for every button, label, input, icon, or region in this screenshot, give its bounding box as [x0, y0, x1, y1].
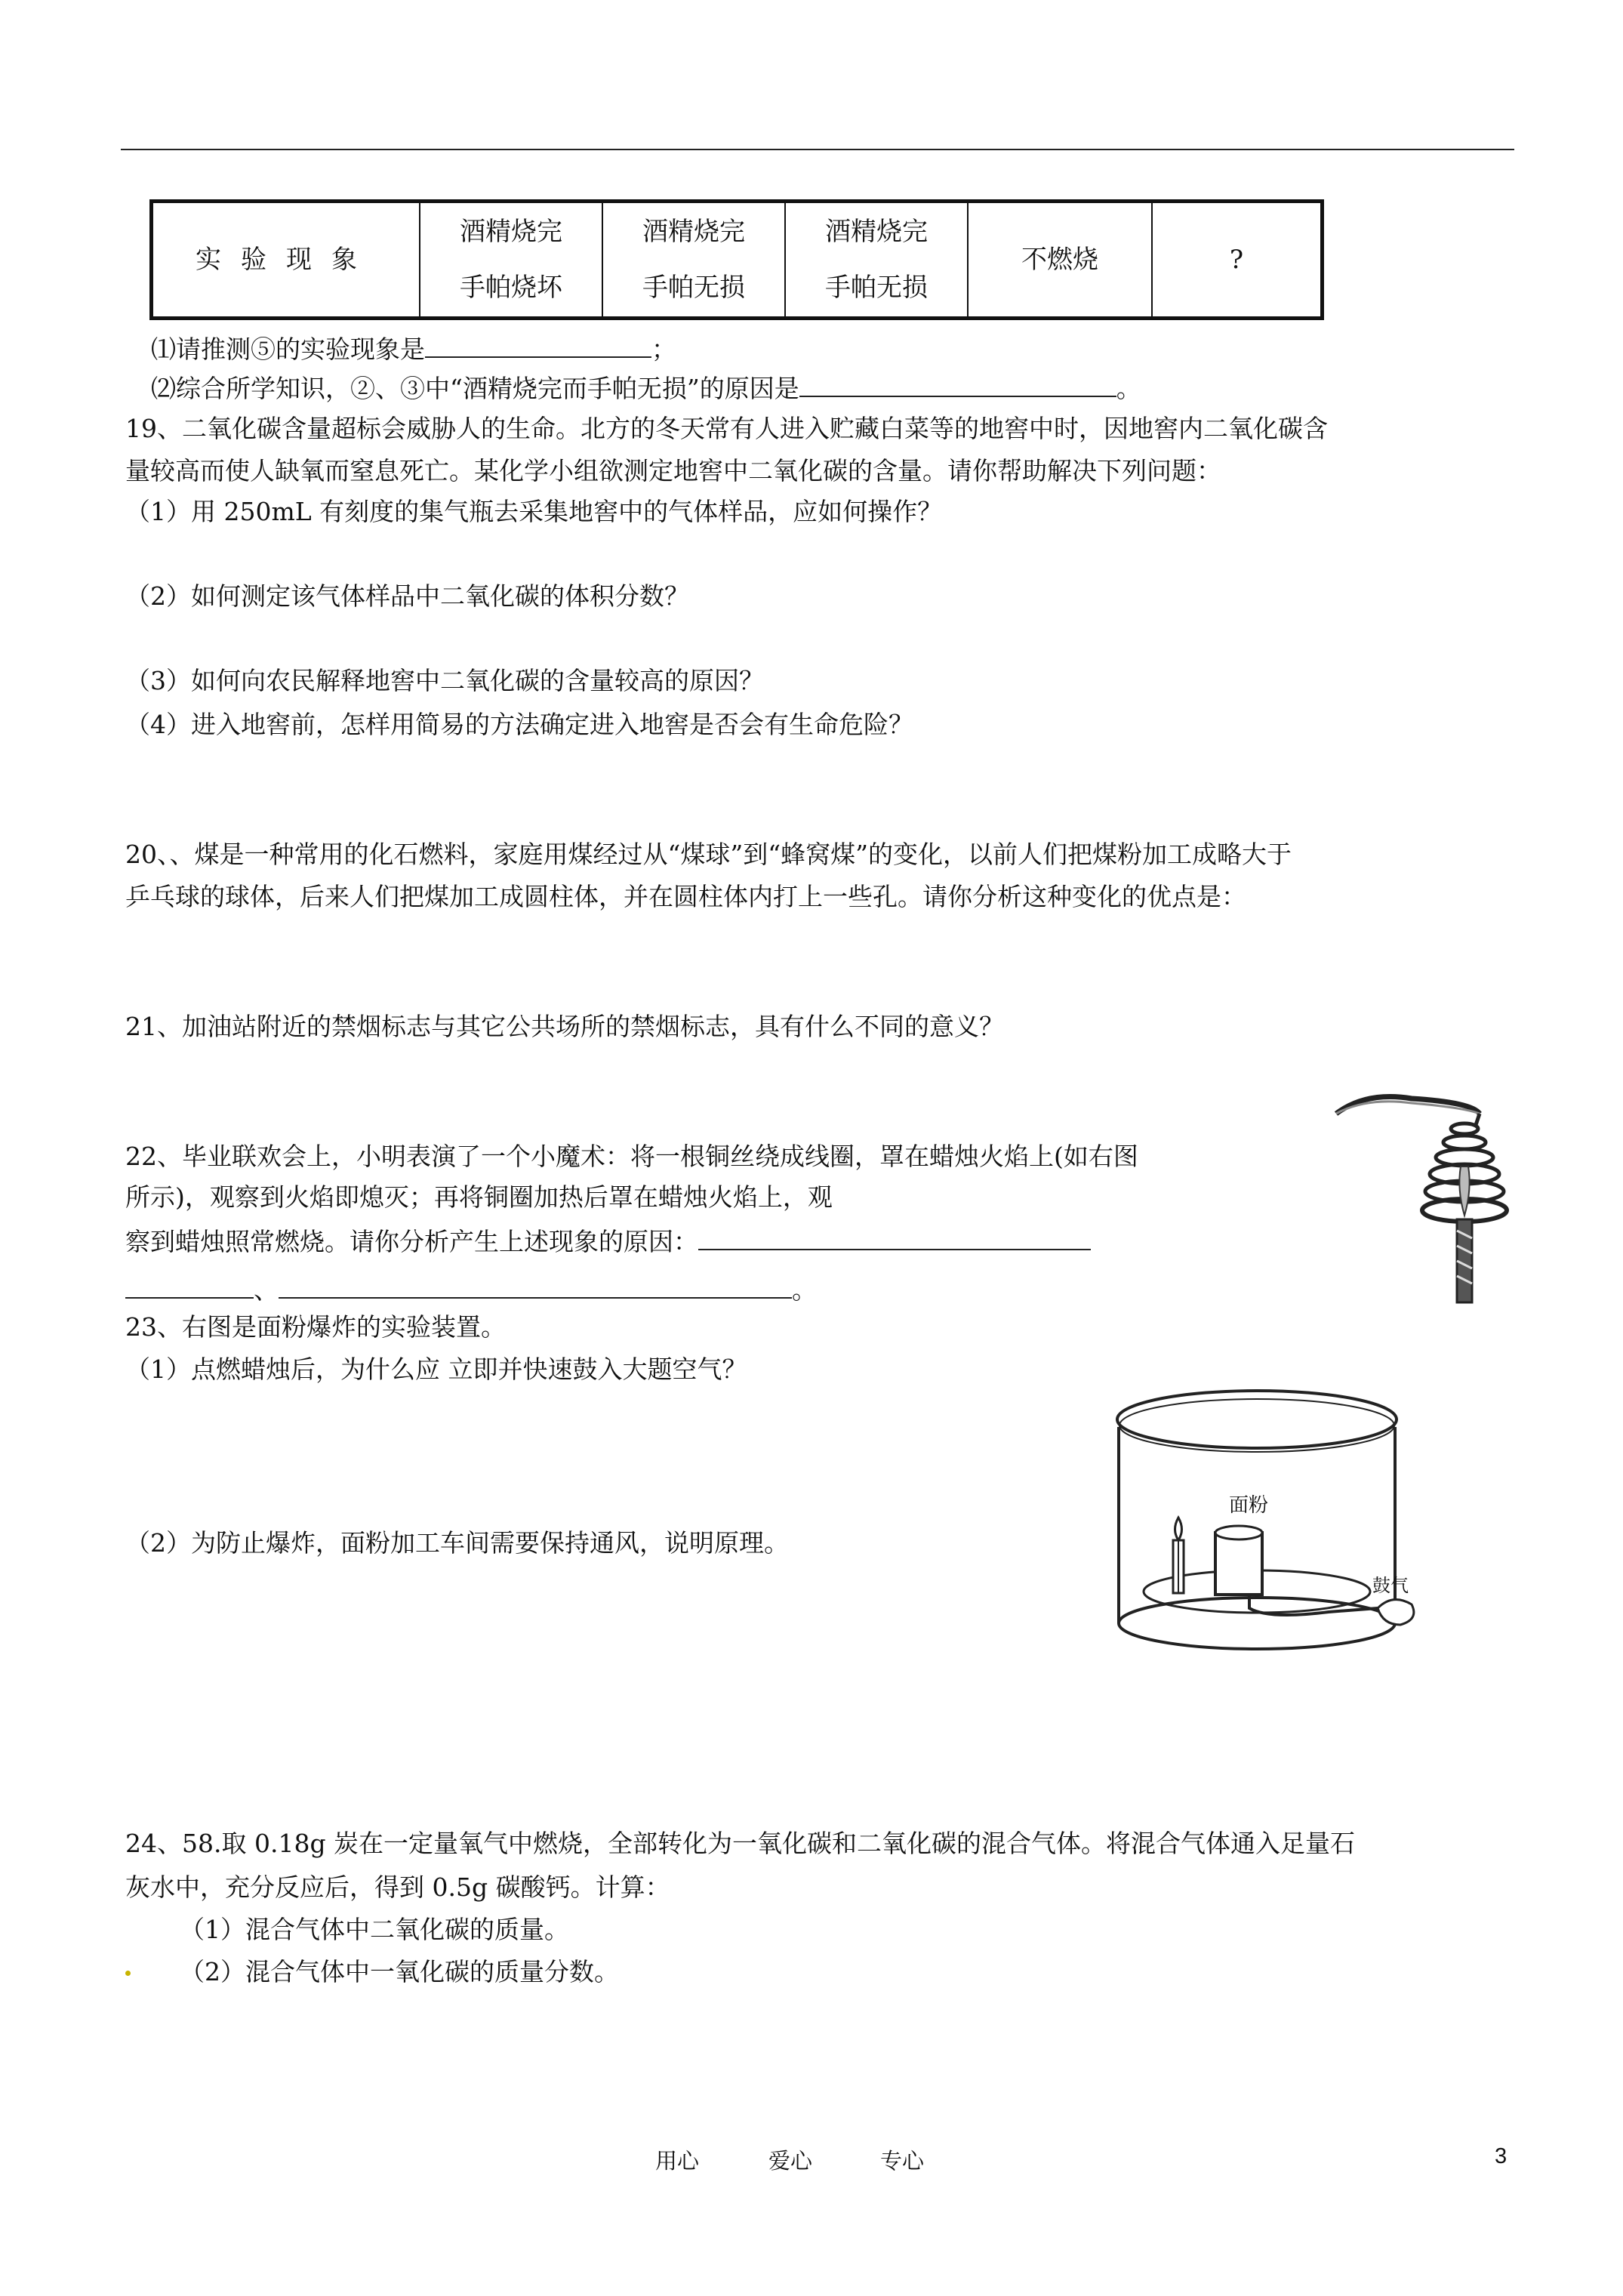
- q20-line2: 乒乓球的球体，后来人们把煤加工成圆柱体，并在圆柱体内打上一些孔。请你分析这种变化的优点是：: [125, 882, 1246, 911]
- q18-part2: ⑵综合所学知识，②、③中“酒精烧完而手帕无损”的原因是 。: [151, 371, 1141, 405]
- q19-sub2: （2）如何测定该气体样品中二氧化碳的体积分数？: [125, 581, 689, 611]
- experiment-table: [149, 199, 1324, 320]
- q19-sub1: （1）用 250mL 有刻度的集气瓶去采集地窖中的气体样品，应如何操作？: [125, 497, 943, 526]
- answer-blank[interactable]: [799, 371, 1116, 397]
- q23-sub2: （2）为防止爆炸，面粉加工车间需要保持通风，说明原理。: [125, 1528, 789, 1558]
- q19-sub3: （3）如何向农民解释地窖中二氧化碳的含量较高的原因？: [125, 666, 764, 695]
- q24-sub1: （1）混合气体中二氧化碳的质量。: [180, 1915, 569, 1944]
- q24-sub2: （2）混合气体中一氧化碳的质量分数。: [180, 1957, 619, 1986]
- q19-sub4: （4）进入地窖前，怎样用简易的方法确定进入地窖是否会有生命危险？: [125, 710, 913, 739]
- q20-line1: 20、、煤是一种常用的化石燃料，家庭用煤经过从“煤球”到“蜂窝煤”的变化，以前人们把煤粉加工成略大于: [125, 840, 1292, 869]
- q24-line1: 24、58.取 0.18g 炭在一定量氧气中燃烧，全部转化为一氧化碳和二氧化碳的混合气体。将混合气体通入足量石: [125, 1829, 1356, 1858]
- answer-blank[interactable]: [125, 1273, 254, 1299]
- copper-coil-candle-figure: [1321, 1068, 1517, 1310]
- q22-line1: 22、毕业联欢会上，小明表演了一个小魔术：将一根铜丝绕成线圈，罩在蜡烛火焰上(如右图: [125, 1142, 1138, 1171]
- q22-line2: 所示)，观察到火焰即熄灭；再将铜圈加热后罩在蜡烛火焰上，观: [125, 1182, 833, 1212]
- stray-mark: [125, 1971, 131, 1976]
- answer-blank[interactable]: [279, 1273, 792, 1299]
- table-header-cell: 实验现象: [152, 202, 420, 319]
- q24-line2: 灰水中，充分反应后，得到 0.5g 碳酸钙。计算：: [125, 1872, 670, 1902]
- q18-part1: ⑴请推测⑤的实验现象是 ；: [151, 332, 676, 366]
- table-cell-4: 不燃烧: [968, 202, 1152, 319]
- table-row: [152, 202, 1323, 319]
- table-cell-1: 酒精烧完 手帕烧坏: [420, 202, 602, 319]
- q23-stem: 23、右图是面粉爆炸的实验装置。: [125, 1312, 506, 1342]
- table-cell-3: 酒精烧完 手帕无损: [785, 202, 968, 319]
- answer-blank[interactable]: [425, 332, 651, 358]
- page-number: 3: [1495, 2144, 1508, 2168]
- flour-label: 面粉: [1229, 1493, 1269, 1516]
- q19-stem-line1: 19、二氧化碳含量超标会威胁人的生命。北方的冬天常有人进入贮藏白菜等的地窖中时，因地窖内二氧化碳含: [125, 414, 1328, 443]
- footer-motto-3: 专心: [880, 2148, 925, 2174]
- footer-motto-1: 用心: [655, 2148, 700, 2174]
- table-cell-2: 酒精烧完 手帕无损: [602, 202, 785, 319]
- footer-motto-2: 爱心: [768, 2148, 813, 2174]
- q22-line4: 、 。: [125, 1273, 817, 1307]
- q19-stem-line2: 量较高而使人缺氧而窒息死亡。某化学小组欲测定地窖中二氧化碳的含量。请你帮助解决下列问题：: [125, 456, 1221, 485]
- q22-line3: 察到蜡烛照常燃烧。请你分析产生上述现象的原因：: [125, 1225, 1091, 1259]
- table-cell-5: ?: [1152, 202, 1323, 319]
- q23-sub1: （1）点燃蜡烛后，为什么应 立即并快速鼓入大题空气？: [125, 1354, 747, 1384]
- blow-air-label: 鼓气: [1372, 1576, 1409, 1596]
- header-rule: [121, 149, 1514, 150]
- flour-explosion-apparatus-figure: [1102, 1382, 1434, 1669]
- answer-blank[interactable]: [698, 1225, 1091, 1250]
- q21-line1: 21、加油站附近的禁烟标志与其它公共场所的禁烟标志，具有什么不同的意义？: [125, 1012, 1004, 1041]
